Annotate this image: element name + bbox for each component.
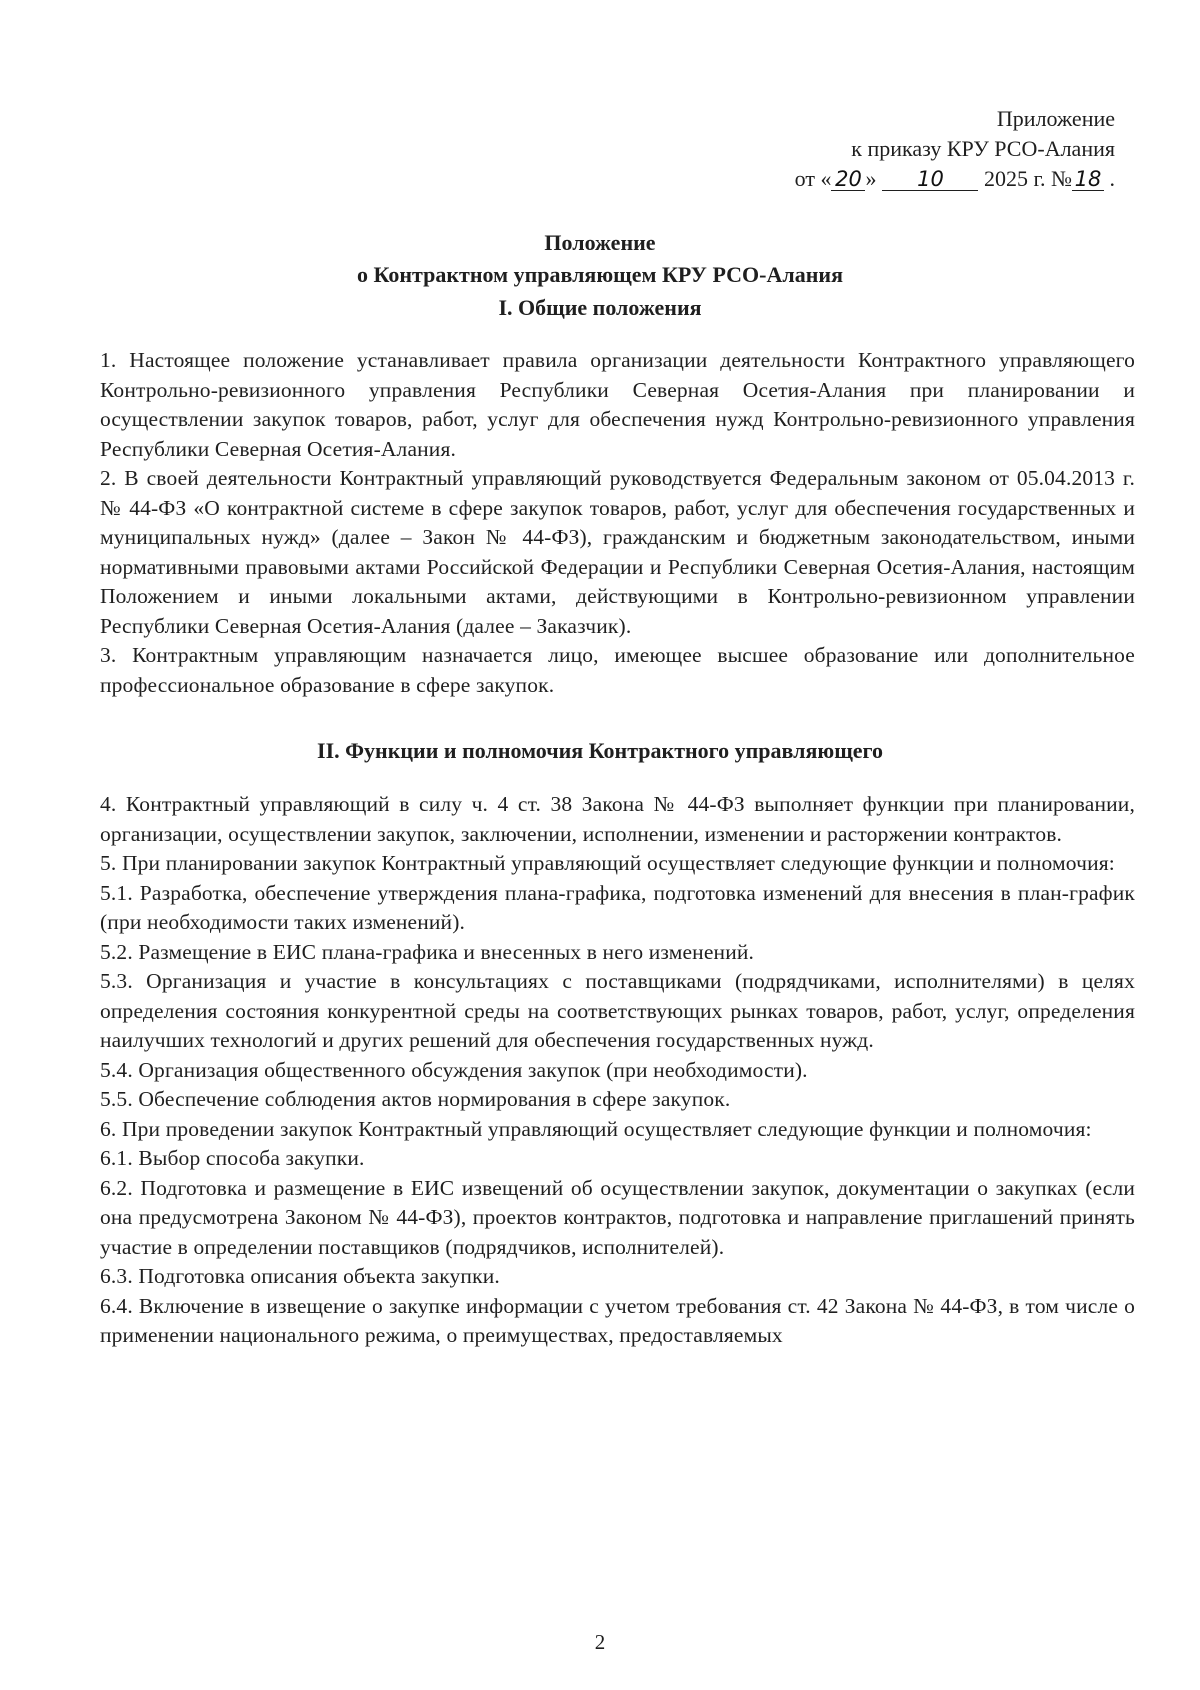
- handwritten-month: 10: [882, 168, 978, 191]
- date-mid: »: [865, 166, 877, 191]
- paragraph: 2. В своей деятельности Контрактный управляющий руководствуется Федеральным законом от 05.04.2013 г. № 44-ФЗ «О контрактной системе в сфере закупок товаров, работ, услуг для обеспечения государственных и муниципальных нужд» (далее – Закон № 44-ФЗ), гражданским и бюджетным законодательством, иными нормативными правовыми актами Российской Федерации и Республики Северная Осетия-Алания, настоящим Положением и иными локальными актами, действующими в Контрольно-ревизионном управлении Республики Северная Осетия-Алания (далее – Заказчик).: [100, 466, 1135, 638]
- document-title: [0, 227, 1200, 291]
- handwritten-day: 20: [831, 168, 865, 191]
- title-line-1: Положение: [544, 230, 656, 255]
- order-date-line: [795, 164, 1115, 194]
- paragraph: 5.1. Разработка, обеспечение утверждения плана-графика, подготовка изменений для внесения в план-график (при необходимости таких изменений).: [100, 880, 1135, 934]
- paragraph: 5.5. Обеспечение соблюдения актов нормирования в сфере закупок.: [100, 1087, 731, 1111]
- handwritten-order-number: 18: [1072, 168, 1104, 191]
- paragraph: 3. Контрактным управляющим назначается лицо, имеющее высшее образование или дополнительное профессиональное образование в сфере закупок.: [100, 643, 1135, 697]
- paragraph: 5. При планировании закупок Контрактный управляющий осуществляет следующие функции и полномочия:: [100, 851, 1115, 875]
- date-prefix: от «: [794, 166, 832, 191]
- appendix-header: [795, 104, 1115, 194]
- page-number: 2: [594, 1630, 606, 1654]
- paragraph: 5.3. Организация и участие в консультациях с поставщиками (подрядчиками, исполнителями) в целях определения состояния конкурентной среды на соответствующих рынках товаров, работ, услуг, определения наилучших технологий и других решений для обеспечения государственных нужд.: [100, 969, 1135, 1052]
- section-2-body: [100, 790, 1135, 1351]
- year-and-number-label: 2025 г. №: [983, 166, 1072, 191]
- section-2-heading: II. Функции и полномочия Контрактного управляющего: [317, 738, 883, 763]
- paragraph: 6. При проведении закупок Контрактный управляющий осуществляет следующие функции и полномочия:: [100, 1116, 1092, 1141]
- paragraph: 6.3. Подготовка описания объекта закупки.: [100, 1264, 500, 1288]
- title-line-2: о Контрактном управляющем КРУ РСО-Алания: [357, 262, 843, 287]
- date-end: .: [1109, 166, 1115, 191]
- section-1-heading: I. Общие положения: [498, 295, 702, 320]
- paragraph: 4. Контрактный управляющий в силу ч. 4 ст. 38 Закона № 44-ФЗ выполняет функции при планировании, организации, осуществлении закупок, заключении, исполнении, изменении и расторжении контрактов.: [100, 792, 1135, 846]
- paragraph: 5.2. Размещение в ЕИС плана-графика и внесенных в него изменений.: [100, 939, 755, 964]
- paragraph: 6.1. Выбор способа закупки.: [100, 1146, 365, 1170]
- paragraph: 1. Настоящее положение устанавливает правила организации деятельности Контрактного управляющего Контрольно-ревизионного управления Республики Северная Осетия-Алания при планировании и осуществлении закупок товаров, работ, услуг для обеспечения нужд Контрольно-ревизионного управления Республики Северная Осетия-Алания.: [100, 348, 1135, 461]
- section-1-body: [100, 346, 1135, 700]
- appendix-label: Приложение: [996, 106, 1115, 131]
- paragraph: 5.4. Организация общественного обсуждения закупок (при необходимости).: [100, 1057, 808, 1082]
- order-reference: к приказу КРУ РСО-Алания: [851, 136, 1115, 161]
- paragraph: 6.2. Подготовка и размещение в ЕИС извещений об осуществлении закупок, документации о закупках (если она предусмотрена Законом № 44-ФЗ), проектов контрактов, подготовка и направление приглашений принять участие в определении поставщиков (подрядчиков, исполнителей).: [100, 1175, 1135, 1259]
- paragraph: 6.4. Включение в извещение о закупке информации с учетом требования ст. 42 Закона № 44-ФЗ, в том числе о применении национального режима, о преимуществах, предоставляемых: [100, 1293, 1135, 1347]
